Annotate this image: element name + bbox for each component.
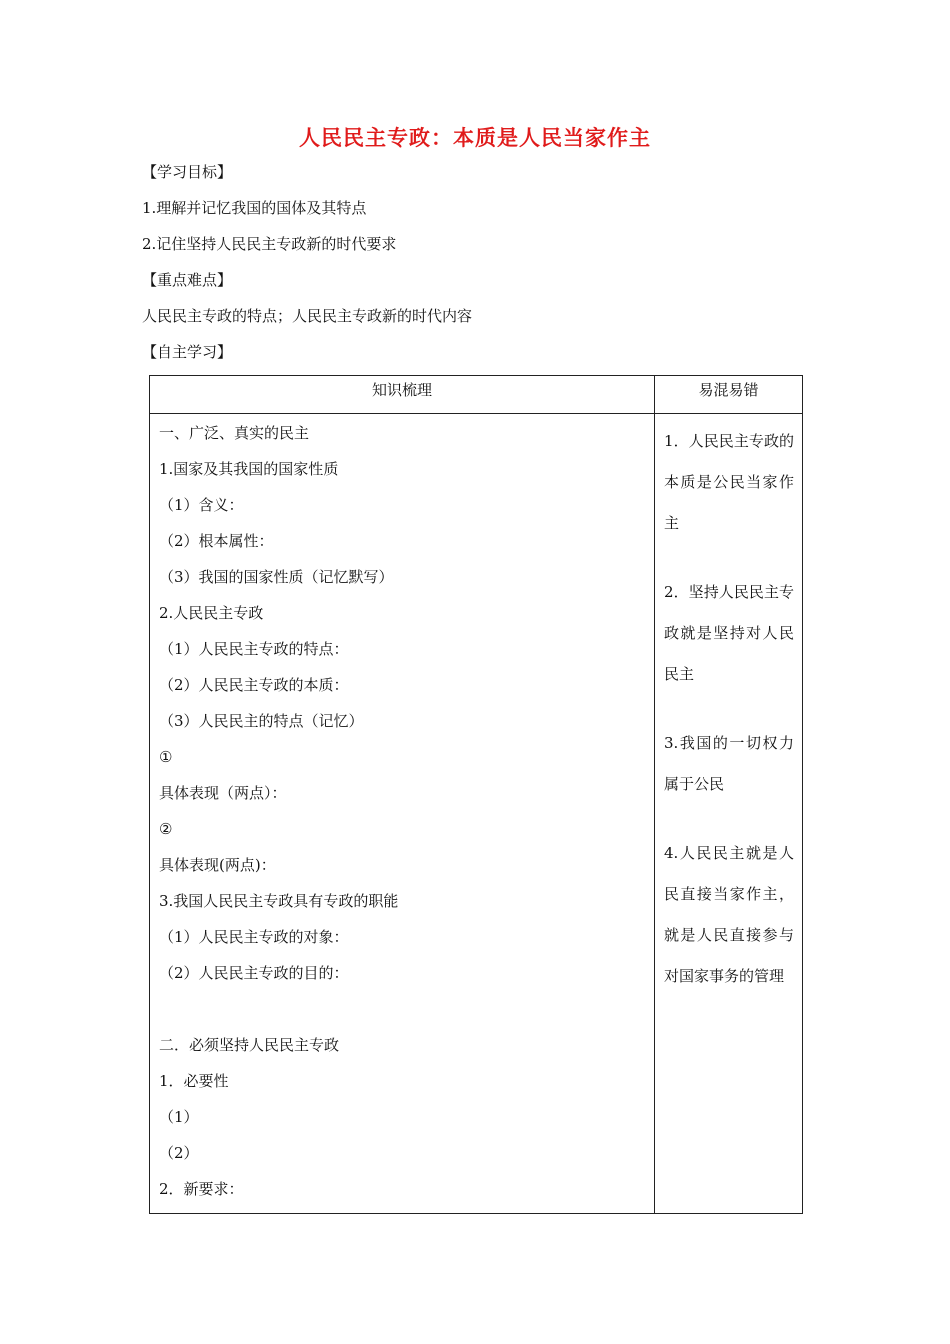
outline-line: （1）含义： (159, 496, 244, 514)
goal-item-1: 1.理解并记忆我国的国体及其特点 (142, 199, 367, 217)
outline-line: （2）人民民主专政的目的： (159, 964, 349, 982)
outline-line: 1．必要性 (159, 1072, 229, 1090)
knowledge-outline-cell (150, 414, 655, 1214)
outline-line: 3.我国人民民主专政具有专政的职能 (159, 892, 399, 910)
outline-line: （2）根本属性： (159, 532, 274, 550)
goal-item-2: 2.记住坚持人民民主专政新的时代要求 (142, 235, 397, 253)
table-body-row (150, 414, 803, 1214)
outline-line: （1） (159, 1108, 199, 1126)
outline-line: 一、广泛、真实的民主 (159, 424, 310, 442)
heading-key-points: 【重点难点】 (142, 271, 233, 289)
table-header-row (150, 376, 803, 414)
outline-line: 二．必须坚持人民民主专政 (159, 1036, 340, 1054)
mistake-note-2: 2．坚持人民民主专政就是坚持对人民民主 (664, 583, 794, 683)
outline-line: 2.人民民主专政 (159, 604, 264, 622)
outline-line: 具体表现（两点）： (159, 784, 287, 802)
header-knowledge-outline: 知识梳理 (150, 376, 655, 414)
outline-line: ① (159, 748, 173, 766)
heading-learning-goals: 【学习目标】 (142, 163, 233, 181)
outline-line: （2）人民民主专政的本质： (159, 676, 349, 694)
mistake-note-1: 1．人民民主专政的本质是公民当家作主 (664, 432, 794, 532)
outline-blank-line (150, 997, 654, 1033)
outline-line: （3）我国的国家性质（记忆默写） (159, 568, 394, 586)
outline-line: 2．新要求： (159, 1180, 244, 1198)
heading-self-study: 【自主学习】 (142, 343, 233, 361)
study-table (149, 375, 803, 1214)
outline-line: ② (159, 820, 173, 838)
outline-line: （1）人民民主专政的对象： (159, 928, 349, 946)
header-common-mistakes: 易混易错 (655, 376, 803, 414)
mistake-note-3: 3.我国的一切权力属于公民 (664, 734, 794, 793)
page-title: 人民民主专政：本质是人民当家作主 (299, 125, 651, 150)
outline-line: （3）人民民主的特点（记忆） (159, 712, 364, 730)
outline-line: 1.国家及其我国的国家性质 (159, 460, 339, 478)
outline-line: （2） (159, 1144, 199, 1162)
outline-line: 具体表现(两点)： (159, 856, 276, 874)
outline-line: （1）人民民主专政的特点： (159, 640, 349, 658)
key-points-text: 人民民主专政的特点；人民民主专政新的时代内容 (142, 307, 473, 325)
mistake-note-4: 4.人民民主就是人民直接当家作主，就是人民直接参与对国家事务的管理 (664, 844, 794, 985)
common-mistakes-cell (655, 414, 803, 1214)
